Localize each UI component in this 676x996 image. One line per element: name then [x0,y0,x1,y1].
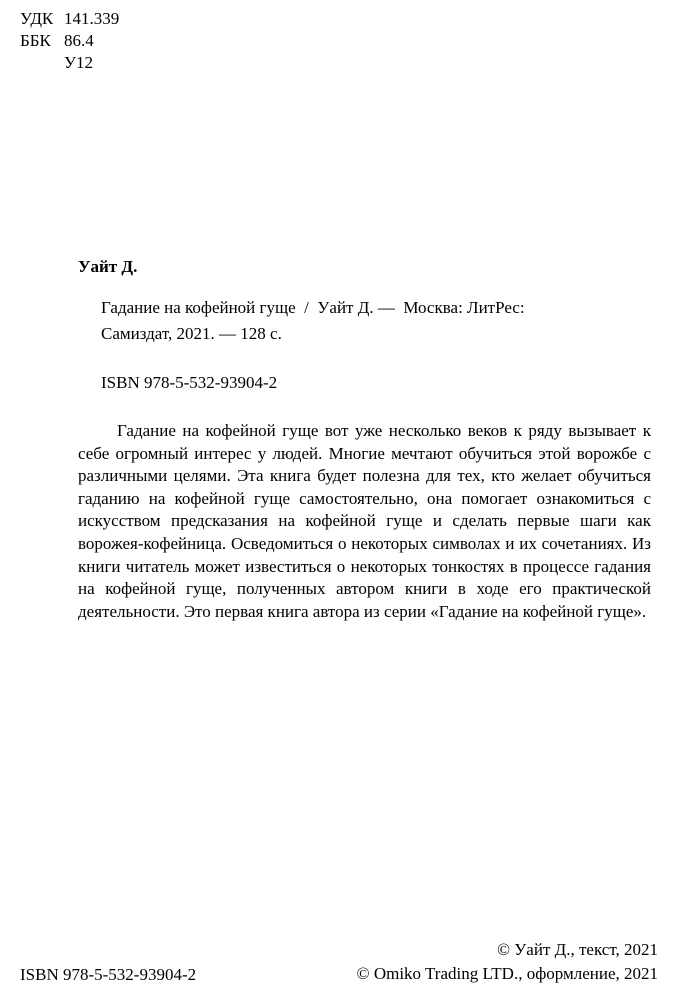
author-sign-row [20,52,119,74]
udk-row [20,8,119,30]
udk-value: 141.339 [64,9,120,28]
copyright-design: © Omiko Trading LTD., оформление, 2021 [356,964,658,983]
udk-label: УДК [20,9,54,28]
bbk-row [20,30,119,52]
biblio-line-1: Гадание на кофейной гуще / Уайт Д. — Москва: ЛитРес: [101,298,525,317]
bibliographic-description [101,295,621,347]
author-sign: У12 [64,53,94,72]
classification-block [20,8,119,74]
copyright-block [357,938,658,986]
biblio-line-2: Самиздат, 2021. — 128 с. [101,324,282,343]
bbk-value: 86.4 [64,31,94,50]
author-heading: Уайт Д. [78,257,138,276]
bbk-label: ББК [20,31,51,50]
footer-isbn: ISBN 978-5-532-93904-2 [20,965,197,984]
isbn: ISBN 978-5-532-93904-2 [101,373,278,392]
annotation: Гадание на кофейной гуще вот уже несколько веков к ряду вызывает к себе огромный интерес у людей. Многие мечтают обучиться этой ворожбе с различными целями. Эта книга будет полезна для тех, кто желает обучиться гаданию на кофейной гуще самостоятельно, она помогает ознакомиться с искусством предсказания на кофейной гуще и сделать первые шаги как ворожея-кофейница. Осведомиться о некоторых символах и их сочетаниях. Из книги читатель может известиться о некоторых тонкостях в процессе гадания на кофейной гуще, полученных автором книги в ходе его практической деятельности. Это первая книга автора из серии «Гадание на кофейной гуще». [78,421,651,621]
copyright-text: © Уайт Д., текст, 2021 [497,940,658,959]
